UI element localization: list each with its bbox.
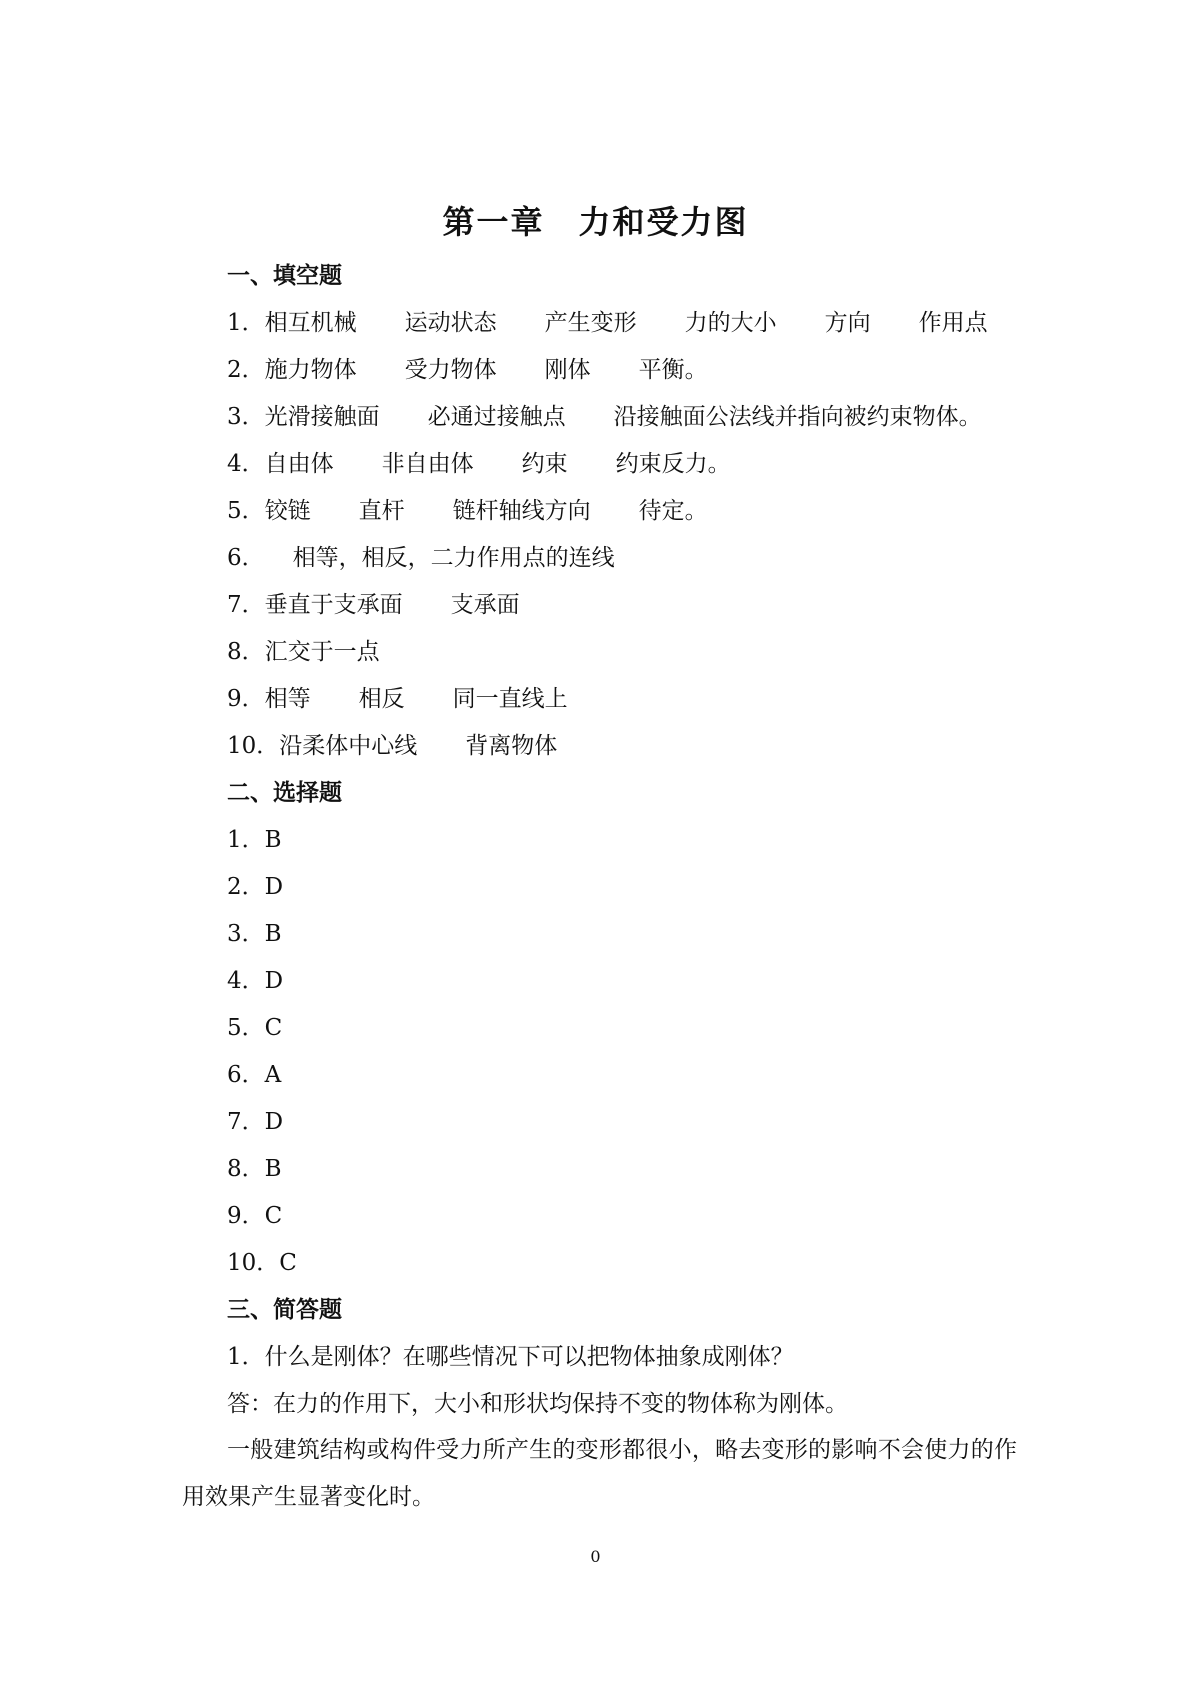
- choice-answer-2: [227, 871, 1017, 918]
- answer-term: 光滑接触面: [264, 404, 380, 430]
- answer-term: 链杆轴线方向: [452, 498, 591, 524]
- choice-letter: C: [264, 1203, 283, 1229]
- answer-term: 沿柔体中心线: [279, 733, 418, 759]
- choice-answer-9: [227, 1200, 1017, 1247]
- answer-term: 相互机械: [264, 310, 357, 336]
- question-number: 5．: [227, 498, 265, 524]
- answer-term: 相反: [358, 686, 405, 712]
- answer-term: 垂直于支承面: [264, 592, 403, 618]
- page-number: 0: [590, 1547, 601, 1566]
- short-question-1: 1．什么是刚体？在哪些情况下可以把物体抽象成刚体？: [227, 1344, 794, 1370]
- answer-term: 作用点: [918, 310, 988, 336]
- answer-term: 运动状态: [404, 310, 497, 336]
- choice-letter: B: [264, 1156, 282, 1182]
- question-number: 5．: [227, 1015, 265, 1041]
- answer-term: 必通过接触点: [427, 404, 566, 430]
- fill-answer-1: [227, 307, 1017, 354]
- question-number: 7．: [227, 1109, 265, 1135]
- question-number: 8．: [227, 1156, 265, 1182]
- short-answer-1: 答：在力的作用下，大小和形状均保持不变的物体称为刚体。: [227, 1391, 848, 1417]
- question-number: 10．: [227, 733, 280, 759]
- question-number: 9．: [227, 686, 265, 712]
- answer-term: 沿接触面公法线并指向被约束物体。: [613, 404, 982, 430]
- question-number: 2．: [227, 874, 265, 900]
- answer-term: 同一直线上: [452, 686, 568, 712]
- section-heading-fill-in: 一、填空题: [227, 262, 342, 289]
- question-number: 1．: [227, 827, 265, 853]
- choice-letter: B: [264, 827, 282, 853]
- answer-term: 直杆: [358, 498, 405, 524]
- answer-term: 汇交于一点: [264, 639, 380, 665]
- answer-term: 自由体: [264, 451, 334, 477]
- answer-term: 约束反力。: [615, 451, 731, 477]
- choice-answer-8: [227, 1153, 1017, 1200]
- question-number: 10．: [227, 1250, 280, 1276]
- choice-answer-5: [227, 1012, 1017, 1059]
- page-content: [182, 260, 1017, 1521]
- answer-term: 受力物体: [404, 357, 497, 383]
- answer-term: 支承面: [450, 592, 520, 618]
- fill-answer-4: [227, 448, 1017, 495]
- fill-answer-6: [227, 542, 1017, 589]
- answer-term: 相等: [264, 686, 311, 712]
- choice-letter: D: [264, 874, 284, 900]
- choice-answer-3: [227, 918, 1017, 965]
- choice-answer-6: [227, 1059, 1017, 1106]
- choice-letter: A: [264, 1062, 282, 1088]
- answer-term: 方向: [824, 310, 871, 336]
- choice-answer-1: [227, 824, 1017, 871]
- section-heading-multiple-choice: 二、选择题: [227, 779, 342, 806]
- question-number: 9．: [227, 1203, 265, 1229]
- fill-answer-2: [227, 354, 1017, 401]
- question-number: 3．: [227, 921, 265, 947]
- choice-letter: D: [264, 968, 284, 994]
- answer-term: 产生变形: [544, 310, 637, 336]
- question-number: 2．: [227, 357, 265, 383]
- question-number: 4．: [227, 451, 265, 477]
- fill-answer-8: [227, 636, 1017, 683]
- answer-term: 非自由体: [381, 451, 474, 477]
- answer-term: 刚体: [544, 357, 591, 383]
- answer-term: 平衡。: [638, 357, 708, 383]
- answer-term: 背离物体: [465, 733, 558, 759]
- answer-term: 铰链: [264, 498, 311, 524]
- question-number: 6．: [227, 1062, 265, 1088]
- answer-paragraph: 一般建筑结构或构件受力所产生的变形都很小，略去变形的影响不会使力的作用效果产生显著变化时。: [182, 1437, 1017, 1510]
- choice-letter: D: [264, 1109, 284, 1135]
- choice-answer-10: [227, 1247, 1017, 1294]
- question-number: 6．: [227, 545, 265, 571]
- question-number: 7．: [227, 592, 265, 618]
- choice-answer-7: [227, 1106, 1017, 1153]
- question-number: 8．: [227, 639, 265, 665]
- choice-letter: B: [264, 921, 282, 947]
- fill-answer-7: [227, 589, 1017, 636]
- fill-answer-9: [227, 683, 1017, 730]
- answer-term: 力的大小: [684, 310, 777, 336]
- choice-answer-4: [227, 965, 1017, 1012]
- fill-answer-3: [227, 401, 1017, 448]
- chapter-title: 第一章 力和受力图: [442, 203, 749, 241]
- question-number: 3．: [227, 404, 265, 430]
- question-number: 4．: [227, 968, 265, 994]
- answer-term: 施力物体: [264, 357, 357, 383]
- choice-letter: C: [264, 1015, 283, 1041]
- fill-answer-5: [227, 495, 1017, 542]
- answer-term: 约束: [521, 451, 568, 477]
- section-heading-short-answer: 三、简答题: [227, 1296, 342, 1323]
- answer-term: 相等，相反，二力作用点的连线: [292, 545, 615, 571]
- question-number: 1．: [227, 310, 265, 336]
- choice-letter: C: [279, 1250, 297, 1276]
- fill-answer-10: [227, 730, 1017, 777]
- answer-term: 待定。: [638, 498, 708, 524]
